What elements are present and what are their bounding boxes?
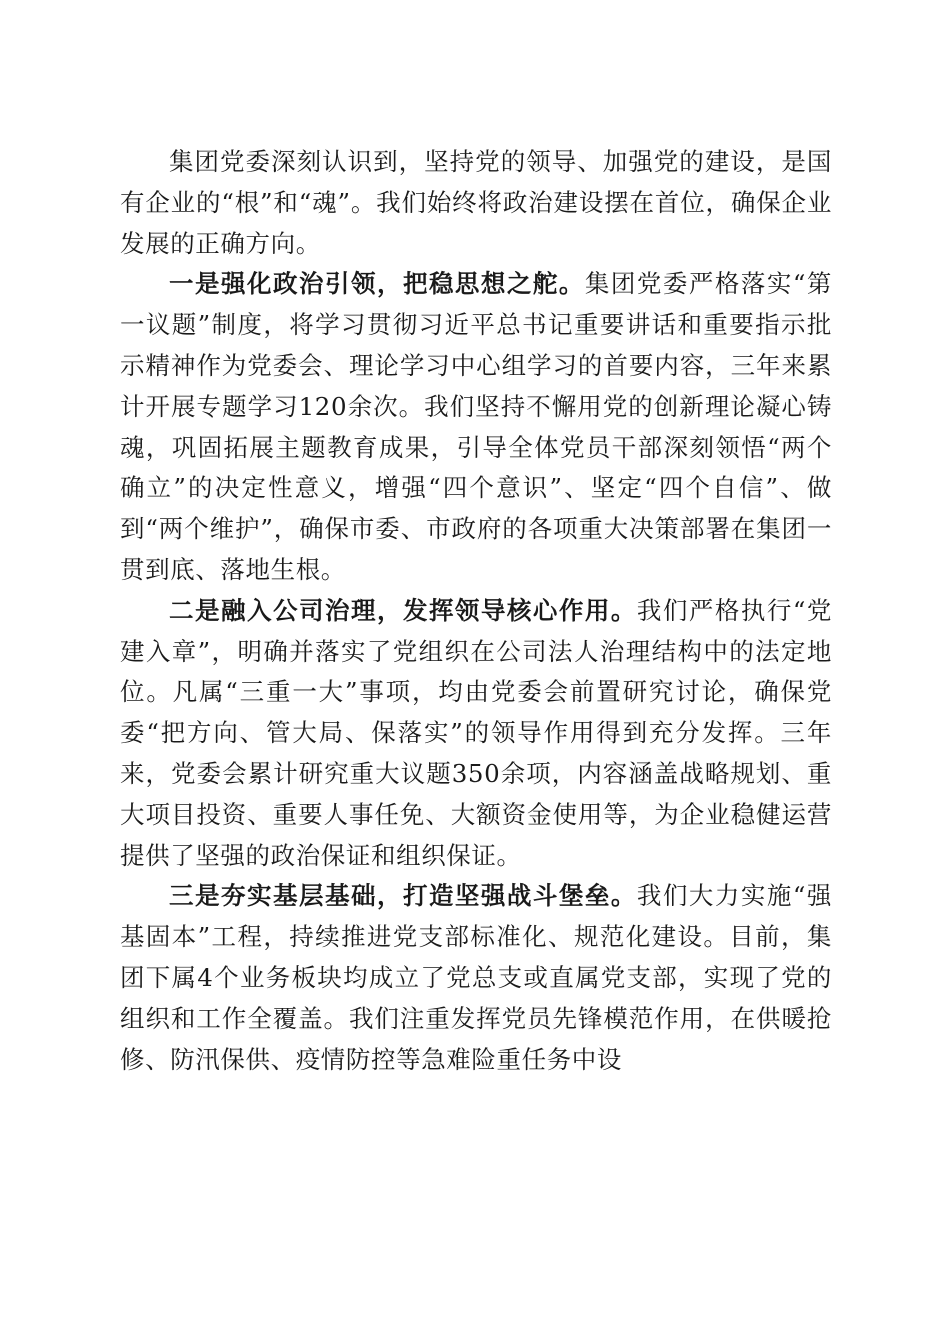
- document-body: [120, 142, 832, 1080]
- paragraph-lead: 二是融入公司治理，发挥领导核心作用。: [169, 595, 637, 625]
- paragraph-political-guidance: [120, 264, 832, 590]
- paragraph-corporate-governance: [120, 591, 832, 877]
- paragraph-lead: 一是强化政治引领，把稳思想之舵。: [169, 269, 585, 299]
- paragraph-text: 我们大力实施“强基固本”工程，持续推进党支部标准化、规范化建设。目前，集团下属4个业务板块均成立了党总支或直属党支部，实现了党的组织和工作全覆盖。我们注重发挥党员先锋模范作用，在供暖抢修、防汛保供、疫情防控等急难险重任务中设: [120, 881, 832, 1074]
- paragraph-grassroots-foundation: [120, 876, 832, 1080]
- paragraph-lead: 三是夯实基层基础，打造坚强战斗堡垒。: [169, 881, 637, 911]
- paragraph-intro: [120, 142, 832, 264]
- paragraph-text: 集团党委严格落实“第一议题”制度，将学习贯彻习近平总书记重要讲话和重要指示批示精神作为党委会、理论学习中心组学习的首要内容，三年来累计开展专题学习120余次。我们坚持不懈用党的创新理论凝心铸魂，巩固拓展主题教育成果，引导全体党员干部深刻领悟“两个确立”的决定性意义，增强“四个意识”、坚定“四个自信”、做到“两个维护”，确保市委、市政府的各项重大决策部署在集团一贯到底、落地生根。: [120, 269, 832, 584]
- paragraph-text: 我们严格执行“党建入章”，明确并落实了党组织在公司法人治理结构中的法定地位。凡属“三重一大”事项，均由党委会前置研究讨论，确保党委“把方向、管大局、保落实”的领导作用得到充分发挥。三年来，党委会累计研究重大议题350余项，内容涵盖战略规划、重大项目投资、重要人事任免、大额资金使用等，为企业稳健运营提供了坚强的政治保证和组织保证。: [120, 595, 832, 870]
- paragraph-text: 集团党委深刻认识到，坚持党的领导、加强党的建设，是国有企业的“根”和“魂”。我们始终将政治建设摆在首位，确保企业发展的正确方向。: [120, 147, 832, 258]
